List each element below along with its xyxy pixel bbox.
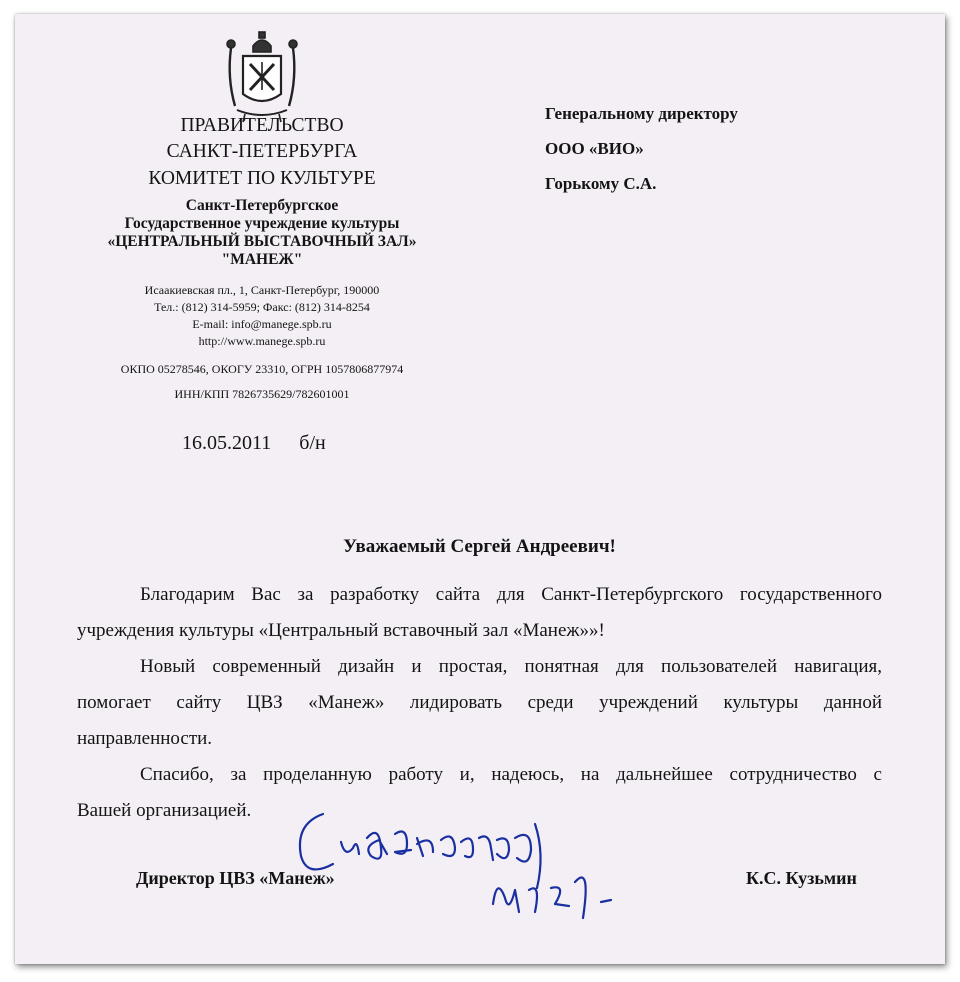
- paragraph-2-line-2: помогает сайту ЦВЗ «Манеж» лидировать среди учреждений культуры данной: [77, 692, 882, 713]
- signer-title: Директор ЦВЗ «Манеж»: [136, 868, 335, 888]
- letter-sheet: [15, 14, 945, 964]
- addressee-title: Генеральному директору: [545, 104, 738, 123]
- organization-website: http://www.manege.spb.ru: [198, 334, 326, 348]
- tax-codes: ИНН/КПП 7826735629/782601001: [174, 387, 350, 401]
- government-name-line1: ПРАВИТЕЛЬСТВО: [180, 115, 344, 136]
- paragraph-1-line-2: учреждения культуры «Центральный вставочный зал «Манеж»»!: [77, 620, 605, 641]
- paragraph-2: [77, 649, 882, 757]
- paragraph-2-line-3: направленности.: [77, 728, 213, 749]
- organization-phone: Тел.: (812) 314-5959; Факс: (812) 314-8254: [154, 300, 370, 314]
- paragraph-3-line-2: Вашей организацией.: [77, 800, 252, 821]
- signer-name: К.С. Кузьмин: [746, 868, 857, 888]
- letter-date: 16.05.2011: [182, 432, 272, 454]
- organization-line4: "МАНЕЖ": [221, 251, 303, 268]
- organization-line2: Государственное учреждение культуры: [124, 215, 400, 232]
- letter-salutation: Уважаемый Сергей Андреевич!: [343, 536, 616, 557]
- letter-date-and-number: [182, 432, 326, 455]
- organization-line3: «ЦЕНТРАЛЬНЫЙ ВЫСТАВОЧНЫЙ ЗАЛ»: [107, 233, 417, 250]
- paragraph-1: [77, 577, 882, 649]
- committee-name: КОМИТЕТ ПО КУЛЬТУРЕ: [148, 168, 376, 189]
- organization-address: Исаакиевская пл., 1, Санкт-Петербург, 190000: [144, 283, 380, 297]
- government-name-line2: САНКТ-ПЕТЕРБУРГА: [166, 141, 358, 162]
- addressee-name: Горькому С.А.: [545, 174, 657, 193]
- st-petersburg-coat-of-arms-icon: [223, 28, 301, 124]
- handwritten-signature-icon: [283, 794, 643, 944]
- registration-codes: ОКПО 05278546, ОКОГУ 23310, ОГРН 1057806877974: [120, 362, 404, 376]
- paragraph-2-line-1: Новый современный дизайн и простая, понятная для пользователей навигация,: [140, 656, 882, 677]
- addressee-company: ООО «ВИО»: [545, 139, 644, 158]
- organization-email: E-mail: info@manege.spb.ru: [192, 317, 332, 331]
- letter-number: б/н: [299, 432, 326, 454]
- organization-line1: Санкт-Петербургское: [185, 197, 339, 214]
- paragraph-1-line-1: Благодарим Вас за разработку сайта для Санкт-Петербургского государственного: [140, 584, 882, 605]
- paragraph-3-line-1: Спасибо, за проделанную работу и, надеюсь, на дальнейшее сотрудничество с: [140, 764, 882, 785]
